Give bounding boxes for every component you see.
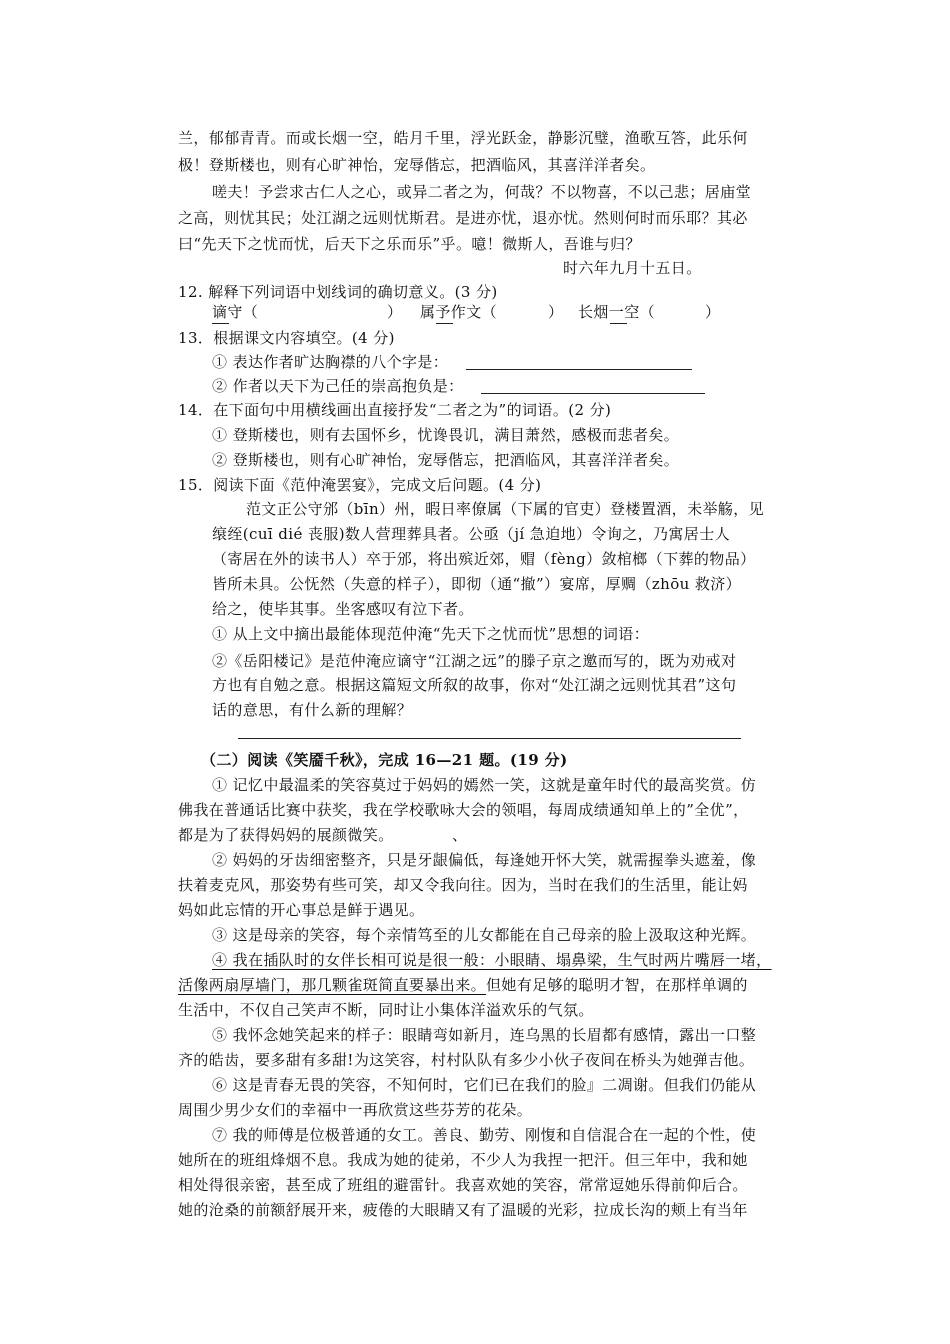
para2-line-3: 妈如此忘情的开心事总是鲜于遇见。 bbox=[178, 901, 425, 919]
q12-underline-2 bbox=[436, 323, 453, 324]
section-divider bbox=[238, 738, 741, 739]
para1-line-3: 都是为了获得妈妈的展颜微笑。 bbox=[178, 826, 394, 844]
q15-stem: 15．阅读下面《范仲淹罢宴》，完成文后问题。(4 分) bbox=[178, 476, 542, 494]
para7-line-3: 相处得很亲密，甚至成了班组的避雷针。我喜欢她的笑容，常常逗她乐得前仰后合。 bbox=[178, 1176, 748, 1194]
passage-line-3: 嗟夫！予尝求古仁人之心，或异二者之为，何哉？不以物喜，不以己悲；居庙堂 bbox=[212, 183, 752, 201]
q15-text-5: 给之，使毕其事。坐客感叹有泣下者。 bbox=[212, 600, 474, 618]
passage-line-2: 极！登斯楼也，则有心旷神怡，宠辱偕忘，把酒临风，其喜洋洋者矣。 bbox=[178, 156, 656, 174]
q15-text-3: （寄居在外的读书人）卒于邠，将出殡近郊，赗（fèng）敛棺榔（下葬的物品） bbox=[212, 550, 756, 568]
q12-word-2: 属予作文（ bbox=[420, 303, 498, 321]
para1-mark: 、 bbox=[452, 826, 468, 844]
para4-line-2 bbox=[178, 973, 748, 997]
para4-line-1: ④ 我在插队时的女伴长相可说是很一般：小眼睛、塌鼻梁，生气时两片嘴唇一堵， bbox=[212, 951, 772, 969]
q15-question-2a: ②《岳阳楼记》是范仲淹应谪守“江湖之远”的滕子京之邀而写的，既为劝戒对 bbox=[212, 652, 737, 670]
q12-paren-3: ） bbox=[705, 303, 721, 321]
para2-line-2: 扶着麦克风，那姿势有些可笑，却又令我向往。因为，当时在我们的生活里，能让妈 bbox=[178, 876, 748, 894]
q13-stem: 13．根据课文内容填空。(4 分) bbox=[178, 329, 395, 347]
passage-date: 时六年九月十五日。 bbox=[563, 259, 702, 277]
para7-line-2: 她所在的班组烽烟不息。我成为她的徒弟，不少人为我捏一把汗。但三年中，我和她 bbox=[178, 1151, 748, 1169]
section2-title: （二）阅读《笑靥千秋》，完成 16—21 题。(19 分) bbox=[201, 751, 568, 769]
q12-word-1: 谪守（ bbox=[212, 303, 259, 321]
para1-line-1: ① 记忆中最温柔的笑容莫过于妈妈的嫣然一笑，这就是童年时代的最高奖赏。仿 bbox=[212, 776, 757, 794]
q12-word-3: 长烟一空（ bbox=[578, 303, 656, 321]
passage-line-1: 兰，郁郁青青。而或长烟一空，皓月千里，浮光跃金，静影沉璧，渔歌互答，此乐何 bbox=[178, 129, 748, 147]
para5-line-2: 齐的皓齿，要多甜有多甜!为这笑容，村村队队有多少小伙子夜间在桥头为她弹吉他。 bbox=[178, 1051, 755, 1069]
q14-item-b: ② 登斯楼也，则有心旷神怡，宠辱偕忘，把酒临风，其喜洋洋者矣。 bbox=[212, 451, 680, 469]
q13-item-a: ① 表达作者旷达胸襟的八个字是： bbox=[212, 353, 449, 371]
q13-answer-line-b[interactable] bbox=[481, 393, 705, 394]
q15-question-2c: 话的意思，有什么新的理解？ bbox=[212, 701, 413, 719]
q14-item-a: ① 登斯楼也，则有去国怀乡，忧谗畏讥，满目萧然，感极而悲者矣。 bbox=[212, 426, 680, 444]
q15-text-4: 皆所未具。公怃然（失意的样子），即彻（通“撤”）宴席，厚赒（zhōu 救济） bbox=[212, 575, 742, 593]
para6-line-1: ⑥ 这是青春无畏的笑容，不知何时，它们已在我们的脸』二凋谢。但我们仍能从 bbox=[212, 1076, 757, 1094]
q15-question-1: ① 从上文中摘出最能体现范仲淹“先天下之忧而忧”思想的词语： bbox=[212, 625, 650, 643]
passage-line-5: 曰“先天下之忧而忧，后天下之乐而乐”乎。噫！微斯人，吾谁与归？ bbox=[178, 235, 641, 253]
q12-underline-1 bbox=[212, 323, 229, 324]
q15-text-1: 范文正公守邠（bīn）州，暇日率僚属（下属的官吏）登楼置酒，未举觞，见 bbox=[246, 500, 765, 518]
q12-stem: 12. 解释下列词语中划线词的确切意义。(3 分) bbox=[178, 283, 498, 301]
para7-line-4: 她的沧桑的前额舒展开来，疲倦的大眼睛又有了温暖的光彩，拉成长沟的颊上有当年 bbox=[178, 1201, 748, 1219]
para1-line-2: 佛我在普通话比赛中获奖，我在学校歌咏大会的领唱，每周成绩通知单上的”全优”， bbox=[178, 801, 749, 819]
para7-line-1: ⑦ 我的师傅是位极普通的女工。善良、勤劳、刚愎和自信混合在一起的个性，使 bbox=[212, 1126, 757, 1144]
para4-underlined-segment: 活像两扇厚墙门，那几颗雀斑简直要暴出来。 bbox=[178, 976, 487, 994]
q12-paren-1: ） bbox=[387, 303, 403, 321]
q12-paren-2: ） bbox=[548, 303, 564, 321]
q14-stem: 14．在下面句中用横线画出直接抒发“二者之为”的词语。(2 分) bbox=[178, 401, 612, 419]
para3-line-1: ③ 这是母亲的笑容，每个亲情笃至的儿女都能在自己母亲的脸上汲取这种光辉。 bbox=[212, 926, 757, 944]
para4-line-3: 生活中，不仅自己笑声不断，同时让小集体洋溢欢乐的气氛。 bbox=[178, 1001, 594, 1019]
passage-line-4: 之高，则忧其民；处江湖之远则忧斯君。是进亦忧，退亦忧。然则何时而乐耶？其必 bbox=[178, 209, 748, 227]
q15-text-2: 缞绖(cuī dié 丧服)数人营理葬具者。公亟（jí 急迫地）令询之，乃寓居士人 bbox=[212, 525, 730, 543]
para5-line-1: ⑤ 我怀念她笑起来的样子：眼睛弯如新月，连乌黑的长眉都有感情，露出一口整 bbox=[212, 1026, 757, 1044]
para4-line-2-rest: 但她有足够的聪明才智，在那样单调的 bbox=[486, 976, 748, 994]
q15-question-2b: 方也有自勉之意。根据这篇短文所叙的故事，你对“处江湖之远则忧其君”这句 bbox=[212, 676, 737, 694]
q12-underline-3 bbox=[610, 323, 627, 324]
q13-item-b: ② 作者以天下为己任的崇高抱负是： bbox=[212, 377, 464, 395]
para6-line-2: 周围少男少女们的幸福中一再欣赏这些芬芳的花朵。 bbox=[178, 1101, 533, 1119]
para2-line-1: ② 妈妈的牙齿细密整齐，只是牙龈偏低，每逢她开怀大笑，就需握拳头遮羞，像 bbox=[212, 851, 757, 869]
q13-answer-line-a[interactable] bbox=[466, 369, 692, 370]
